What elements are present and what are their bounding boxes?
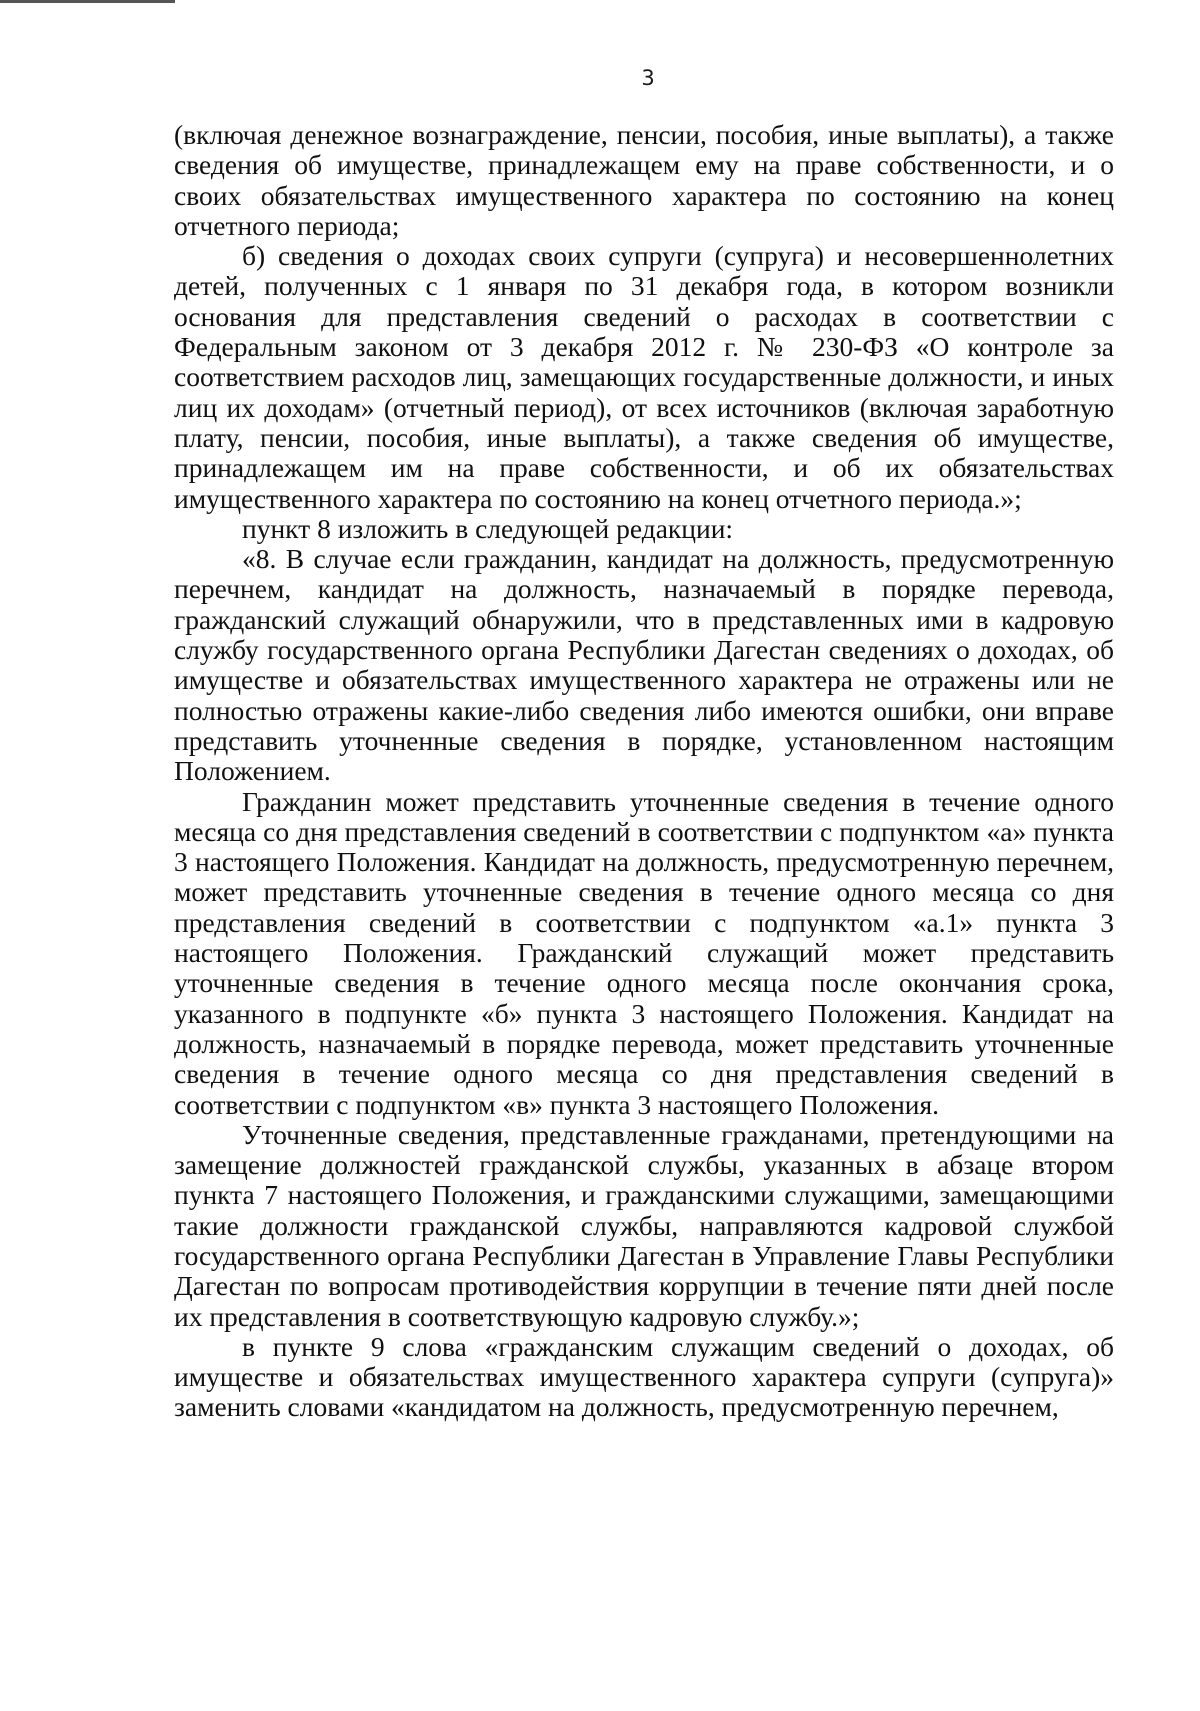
paragraph-continuation: (включая денежное вознаграждение, пенсии, пособия, иные выплаты), а также сведения об имуществе, принадлежащем ему на праве собственности, и о своих обязательствах имущественного характера по состоянию на конец отчетного периода; (174, 119, 1114, 241)
document-body (174, 120, 1114, 1423)
paragraph-item-8: «8. В случае если гражданин, кандидат на должность, предусмотренную перечнем, кандидат на должность, назначаемый в порядке перевода, гражданский служащий обнаружили, что в представленных ими в кадровую службу государственного органа Республики Дагестан сведениях о доходах, об имуществе и обязательствах имущественного характера не отражены или не полностью отражены какие-либо сведения либо имеются ошибки, они вправе представить уточненные сведения в порядке, установленном настоящим Положением. (174, 543, 1114, 787)
scan-edge-mark (0, 0, 175, 3)
paragraph-clarification-terms: Гражданин может представить уточненные сведения в течение одного месяца со дня представления сведений в соответствии с подпунктом «а» пункта 3 настоящего Положения. Кандидат на должность, предусмотренную перечнем, может представить уточненные сведения в течение одного месяца со дня представления сведений в соответствии с подпунктом «а.1» пункта 3 настоящего Положения. Гражданский служащий может представить уточненные сведения в течение одного месяца после окончания срока, указанного в подпункте «б» пункта 3 настоящего Положения. Кандидат на должность, назначаемый в порядке перевода, может представить уточненные сведения в течение одного месяца со дня представления сведений в соответствии с подпунктом «в» пункта 3 настоящего Положения. (174, 785, 1114, 1120)
paragraph-item-8-intro: пункт 8 изложить в следующей редакции: (242, 512, 734, 544)
paragraph-clarification-forwarding: Уточненные сведения, представленные гражданами, претендующими на замещение должностей гражданской службы, указанных в абзаце втором пункта 7 настоящего Положения, и гражданскими служащими, замещающими такие должности гражданской службы, направляются кадровой службой государственного органа Республики Дагестан в Управление Главы Республики Дагестан по вопросам противодействия коррупции в течение пяти дней после их представления в соответствующую кадровую службу.»; (174, 1118, 1114, 1332)
paragraph-subitem-b: б) сведения о доходах своих супруги (супруга) и несовершеннолетних детей, полученных с 1 января по 31 декабря года, в котором возникли основания для представления сведений о расходах в соответствии с Федеральным законом от 3 декабря 2012 г. № 230-ФЗ «О контроле за соответствием расходов лиц, замещающих государственные должности, и иных лиц их доходам» (отчетный период), от всех источников (включая заработную плату, пенсии, пособия, иные выплаты), а также сведения об имуществе, принадлежащем им на праве собственности, и об их обязательствах имущественного характера по состоянию на конец отчетного периода.»; (174, 240, 1114, 514)
page-number: 3 (641, 66, 655, 90)
paragraph-item-9: в пункте 9 слова «гражданским служащим сведений о доходах, об имуществе и обязательствах имущественного характера супруги (супруга)» заменить словами «кандидатом на должность, предусмотренную перечнем, (174, 1330, 1114, 1423)
